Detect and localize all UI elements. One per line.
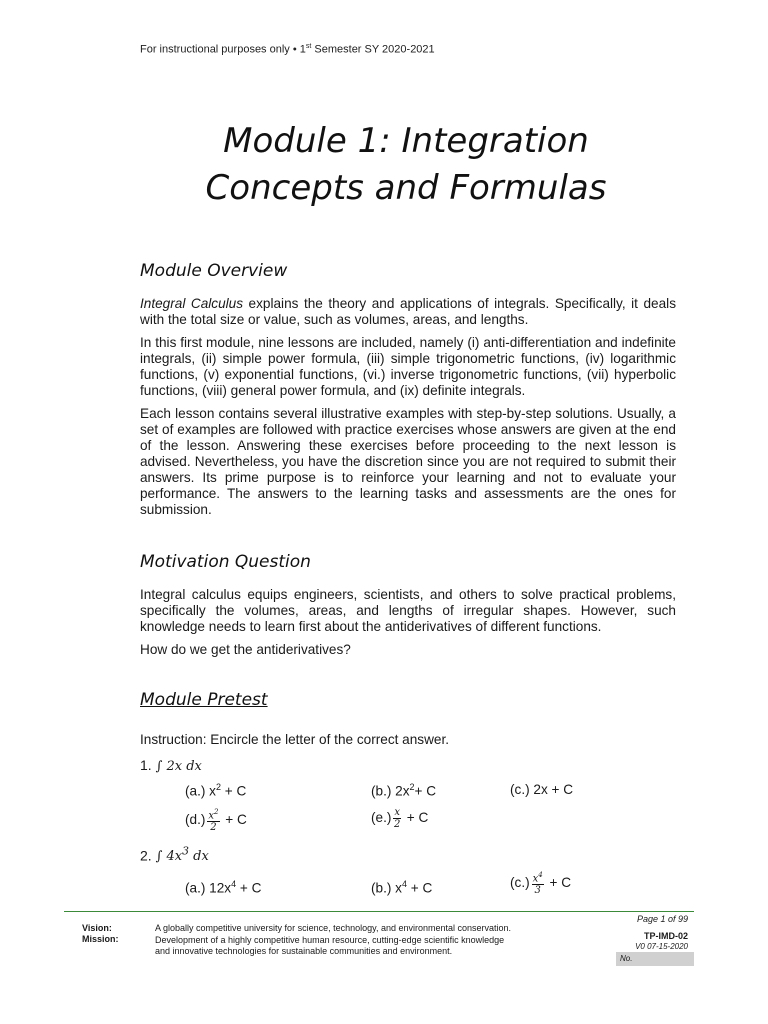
motivation-heading: Motivation Question bbox=[140, 552, 311, 572]
q2-option-c[interactable]: (c.) $\frac{x^4}{3}$ + C bbox=[510, 871, 572, 897]
question-2: 2. ∫ $4x^3$ dx bbox=[140, 845, 209, 865]
page-number: Page 1 of 99 bbox=[636, 914, 688, 924]
q1-option-c[interactable]: (c.) 2x + C bbox=[510, 782, 574, 797]
title-line-1: Module 1: Integration bbox=[223, 121, 589, 161]
overview-heading: Module Overview bbox=[140, 261, 288, 281]
mission-text-2: and innovative technologies for sustainable communities and environment. bbox=[155, 946, 453, 956]
footer-divider bbox=[64, 911, 694, 912]
question-1: 1. ∫ 2x dx bbox=[140, 757, 202, 774]
vision-text: A globally competitive university for science, technology, and environmental conservation. bbox=[155, 923, 512, 933]
title-line-2: Concepts and Formulas bbox=[205, 168, 607, 208]
document-version: V0 07-15-2020 bbox=[635, 942, 688, 951]
fraction: $\frac{x^2}{2}$ bbox=[208, 808, 219, 834]
mission-label: Mission: bbox=[82, 934, 119, 944]
motivation-paragraph-1: Integral calculus equips engineers, scientists, and others to solve practical problems, specifically the volumes, areas, and lengths of irregular shapes. However, such knowledge needs to learn first about the antiderivatives of different functions. bbox=[140, 587, 676, 634]
overview-paragraph-2: In this first module, nine lessons are included, namely (i) anti-differentiation and indefinite integrals, (ii) simple power formula, (iii) simple trigonometric functions, (iv) logarithmic functions, (v) exponential functions, (vi.) inverse trigonometric functions, (vii) hyperbolic functions, (viii) general power formula, and (ix) definite integrals. bbox=[140, 335, 676, 398]
fraction: $\frac{x}{2}$ bbox=[394, 807, 401, 830]
footer-statements bbox=[155, 923, 585, 958]
mission-text-1: Development of a highly competitive human resource, cutting-edge scientific knowledge bbox=[155, 934, 505, 945]
q1-option-b[interactable]: (b.) $2x^2+ C$ bbox=[371, 782, 437, 799]
overview-paragraph-3: Each lesson contains several illustrative examples with step-by-step solutions. Usually, a set of examples are followed with practice exercises whose answers are given at the end of the lesson. Answering these exercises before proceeding to the next lesson is advised. Nevertheless, you have the discretion since you are not required to submit their answers. Its prime purpose is to reinforce your learning and not to evaluate your performance. The answers to the learning tasks and assessments are the ones for submission. bbox=[140, 406, 676, 517]
q1-option-d[interactable]: (d.) $\frac{x^2}{2}$ + C bbox=[185, 808, 247, 834]
vision-label: Vision: bbox=[82, 923, 112, 933]
q1-option-e[interactable]: (e.) $\frac{x}{2}$ + C bbox=[371, 807, 429, 830]
number-box: No. bbox=[616, 952, 694, 966]
q1-option-a[interactable]: (a.) $x^2 + C$ bbox=[185, 782, 247, 799]
fraction: $\frac{x^4}{3}$ bbox=[532, 871, 543, 897]
pretest-instruction: Instruction: Encircle the letter of the correct answer. bbox=[140, 732, 450, 747]
document-code: TP-IMD-02 bbox=[643, 931, 688, 941]
overview-paragraph-1: Integral Calculus explains the theory and applications of integrals. Specifically, it deals with the total size or value, such as volumes, areas, and lengths. bbox=[140, 296, 676, 327]
pretest-heading: Module Pretest bbox=[140, 690, 268, 710]
q2-option-a[interactable]: (a.) $12x^4 + C$ bbox=[185, 879, 262, 896]
header-note: For instructional purposes only • 1st Semester SY 2020-2021 bbox=[140, 43, 435, 56]
q2-option-b[interactable]: (b.) $x^4 + C$ bbox=[371, 879, 433, 896]
motivation-question: How do we get the antiderivatives? bbox=[140, 642, 351, 657]
page-title bbox=[100, 118, 712, 212]
